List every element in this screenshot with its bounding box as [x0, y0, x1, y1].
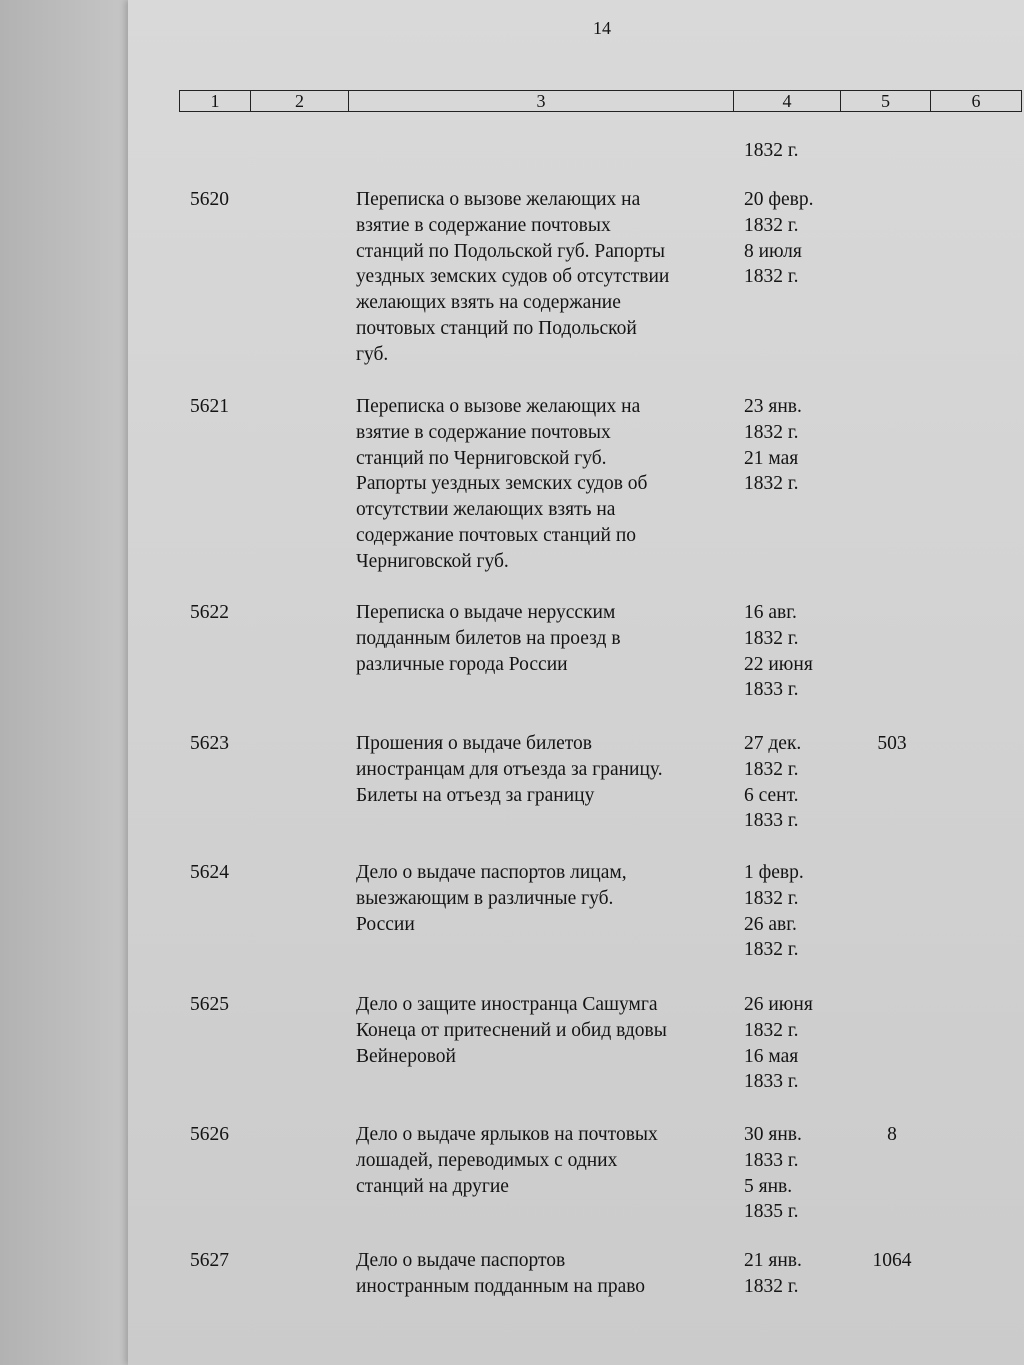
description-line: губ.: [356, 343, 389, 365]
date-line: 1832 г.: [744, 473, 799, 495]
description-line: Переписка о вызове желающих на: [356, 396, 641, 417]
description-line: станций по Черниговской губ.: [356, 447, 607, 469]
record-dates: [744, 394, 844, 497]
description-line: Дело о выдаче паспортов: [356, 1250, 566, 1271]
record-number: 5627: [190, 1250, 229, 1271]
date-line: 26 авг.: [744, 913, 797, 935]
date-line: 6 сент.: [744, 784, 799, 806]
description-line: Прошения о выдаче билетов: [356, 733, 592, 754]
record-sheet-count: 1064: [872, 1250, 912, 1271]
description-line: почтовых станций по Подольской: [356, 317, 637, 339]
record-description: [356, 187, 736, 368]
record-number: 5623: [190, 733, 229, 754]
record-number: 5620: [190, 189, 229, 210]
page-number: 14: [593, 18, 611, 38]
date-line: 22 июня: [744, 653, 813, 675]
record-sheet-count: 8: [887, 1124, 897, 1145]
record-dates: [744, 992, 844, 1095]
date-line: 1833 г.: [744, 810, 799, 832]
description-line: России: [356, 913, 415, 935]
record-dates: [744, 1122, 844, 1225]
record-description: [356, 1122, 736, 1199]
record-dates: [744, 731, 844, 834]
column-header-3: 3: [349, 91, 734, 111]
date-line: 5 янв.: [744, 1175, 793, 1197]
record-description: [356, 394, 736, 575]
record-description: [356, 600, 736, 677]
column-header-2: 2: [251, 91, 349, 111]
date-line: 1832 г.: [744, 627, 799, 649]
description-line: Дело о выдаче ярлыков на почтовых: [356, 1124, 658, 1145]
description-line: Вейнеровой: [356, 1045, 456, 1067]
carry-over-date: 1832 г.: [744, 140, 799, 161]
record-description: [356, 992, 736, 1069]
description-line: Рапорты уездных земских судов об: [356, 473, 648, 495]
record-dates: [744, 1248, 844, 1300]
date-line: 1832 г.: [744, 1275, 799, 1297]
date-line: 23 янв.: [744, 396, 802, 417]
description-line: Дело о выдаче паспортов лицам,: [356, 862, 627, 883]
date-line: 1832 г.: [744, 266, 799, 288]
date-line: 21 янв.: [744, 1250, 802, 1271]
column-header-1: 1: [180, 91, 251, 111]
date-line: 1833 г.: [744, 1071, 799, 1093]
date-line: 1833 г.: [744, 1149, 799, 1171]
record-number: 5625: [190, 994, 229, 1015]
date-line: 1833 г.: [744, 679, 799, 701]
description-line: Дело о защите иностранца Сашумга: [356, 994, 658, 1015]
date-line: 1835 г.: [744, 1201, 799, 1223]
record-number: 5626: [190, 1124, 229, 1145]
date-line: 1832 г.: [744, 887, 799, 909]
date-line: 20 февр.: [744, 189, 814, 210]
description-line: подданным билетов на проезд в: [356, 627, 621, 649]
description-line: станций по Подольской губ. Рапорты: [356, 240, 665, 262]
description-line: Конеца от притеснений и обид вдовы: [356, 1019, 667, 1041]
description-line: иностранным подданным на право: [356, 1275, 646, 1297]
date-line: 1 февр.: [744, 862, 804, 883]
date-line: 1832 г.: [744, 214, 799, 236]
column-header-6: 6: [971, 91, 981, 111]
date-line: 1832 г.: [744, 1019, 799, 1041]
description-line: лошадей, переводимых с одних: [356, 1149, 618, 1171]
date-line: 26 июня: [744, 994, 813, 1015]
description-line: желающих взять на содержание: [356, 292, 621, 314]
description-line: уездных земских судов об отсутствии: [356, 266, 670, 288]
description-line: иностранцам для отъезда за границу.: [356, 758, 663, 780]
column-header-5: 5: [841, 91, 931, 111]
record-dates: [744, 860, 844, 963]
description-line: взятие в содержание почтовых: [356, 421, 611, 443]
date-line: 27 дек.: [744, 733, 802, 754]
record-dates: [744, 187, 844, 290]
record-sheet-count: 503: [877, 733, 907, 754]
record-number: 5621: [190, 396, 229, 417]
description-line: Переписка о вызове желающих на: [356, 189, 641, 210]
date-line: 8 июля: [744, 240, 802, 262]
description-line: Билеты на отъезд за границу: [356, 784, 595, 806]
date-line: 1832 г.: [744, 421, 799, 443]
description-line: станций на другие: [356, 1175, 509, 1197]
date-line: 30 янв.: [744, 1124, 802, 1145]
record-description: [356, 1248, 736, 1300]
description-line: содержание почтовых станций по: [356, 524, 637, 546]
description-line: выезжающим в различные губ.: [356, 887, 614, 909]
description-line: взятие в содержание почтовых: [356, 214, 611, 236]
column-header-row: [179, 90, 1022, 112]
date-line: 16 мая: [744, 1045, 799, 1067]
date-line: 16 авг.: [744, 602, 797, 623]
record-dates: [744, 600, 844, 703]
record-number: 5624: [190, 862, 229, 883]
description-line: Переписка о выдаче нерусским: [356, 602, 616, 623]
date-line: 1832 г.: [744, 939, 799, 961]
record-description: [356, 731, 736, 808]
record-description: [356, 860, 736, 937]
previous-page-edge: [0, 0, 130, 1365]
date-line: 21 мая: [744, 447, 799, 469]
description-line: Черниговской губ.: [356, 550, 509, 572]
column-header-4: 4: [734, 91, 841, 111]
date-line: 1832 г.: [744, 758, 799, 780]
description-line: отсутствии желающих взять на: [356, 499, 616, 521]
description-line: различные города России: [356, 653, 568, 675]
record-number: 5622: [190, 602, 229, 623]
